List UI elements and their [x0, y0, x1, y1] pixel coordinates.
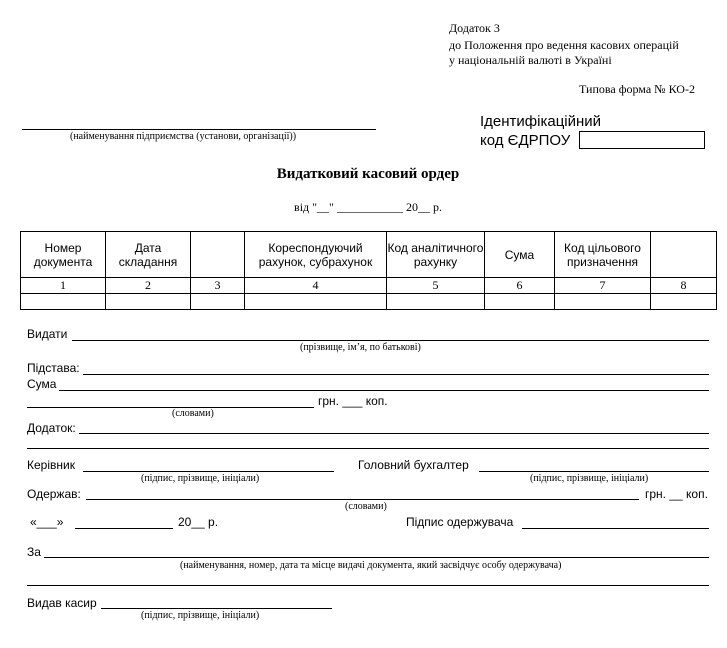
basis-line[interactable] [83, 374, 709, 375]
form-type: Типова форма № КО-2 [579, 82, 695, 96]
table-cell[interactable] [555, 294, 651, 310]
received-date-month-line[interactable] [75, 528, 173, 529]
cashier-signature-line[interactable] [101, 608, 332, 609]
header-col-8 [651, 232, 717, 278]
issue-line[interactable] [72, 340, 709, 341]
cashier-label: Видав касир [27, 596, 97, 610]
header-col-3 [191, 232, 245, 278]
order-table [20, 231, 717, 310]
recipient-signature-line[interactable] [522, 528, 709, 529]
attachment-line[interactable] [79, 433, 709, 434]
header-analytic-code: Код аналітичного рахунку [387, 232, 485, 278]
enterprise-caption: (найменування підприємства (установи, організації)) [70, 131, 297, 142]
table-row [21, 294, 717, 310]
table-cell[interactable] [21, 294, 106, 310]
by-document-line[interactable] [44, 557, 709, 558]
table-cell[interactable] [106, 294, 191, 310]
column-number: 1 [21, 278, 106, 294]
sum-words-line[interactable] [27, 407, 314, 408]
received-label: Одержав: [27, 487, 81, 501]
chief-accountant-signature-line[interactable] [479, 471, 709, 472]
received-date-year: 20__ р. [178, 515, 219, 529]
column-number: 8 [651, 278, 717, 294]
recipient-signature-label: Підпис одержувача [406, 515, 514, 529]
table-header-row [21, 232, 717, 278]
header-corresponding-account: Кореспондуючий рахунок, субрахунок [245, 232, 387, 278]
received-line[interactable] [86, 499, 639, 500]
table-cell[interactable] [485, 294, 555, 310]
attachment-label: Додаток: [27, 421, 76, 435]
attachment-line-2[interactable] [27, 448, 709, 449]
sum-label: Сума [27, 377, 57, 391]
column-number: 3 [191, 278, 245, 294]
column-number: 5 [387, 278, 485, 294]
basis-label: Підстава: [27, 361, 80, 375]
sum-line[interactable] [59, 390, 709, 391]
column-number: 4 [245, 278, 387, 294]
enterprise-name-line[interactable] [22, 129, 376, 130]
document-title: Видатковий касовий ордер [276, 166, 460, 182]
appendix-line-2: до Положення про ведення касових операцій [449, 38, 679, 52]
edrpou-label-line-2: код ЄДРПОУ [480, 132, 571, 149]
by-document-label: За [27, 545, 41, 559]
column-number: 2 [106, 278, 191, 294]
received-grn-kop: грн. __ коп. [645, 487, 708, 501]
appendix-line-3: у національній валюті в Україні [449, 53, 612, 67]
document-date-line: від "__" ___________ 20__ р. [294, 200, 442, 214]
table-number-row [21, 278, 717, 294]
head-label: Керівник [27, 458, 75, 472]
table-cell[interactable] [651, 294, 717, 310]
issue-label: Видати [27, 327, 68, 341]
table-cell[interactable] [387, 294, 485, 310]
by-document-line-2[interactable] [27, 585, 709, 586]
edrpou-label-line-1: Ідентифікаційний [480, 113, 602, 130]
table-cell[interactable] [245, 294, 387, 310]
by-document-caption: (найменування, номер, дата та місце видачі документа, який засвідчує особу одержувача) [180, 560, 562, 571]
cashier-caption: (підпис, прізвище, ініціали) [141, 610, 260, 621]
received-caption: (словами) [345, 501, 387, 512]
header-document-number: Номер документа [21, 232, 106, 278]
chief-accountant-label: Головний бухгалтер [358, 458, 469, 472]
header-date: Дата складання [106, 232, 191, 278]
received-date-day: «___» [30, 515, 64, 529]
sum-words-caption: (словами) [172, 408, 214, 419]
chief-accountant-caption: (підпис, прізвище, ініціали) [530, 473, 649, 484]
head-caption: (підпис, прізвище, ініціали) [141, 473, 260, 484]
column-number: 7 [555, 278, 651, 294]
column-number: 6 [485, 278, 555, 294]
header-sum: Сума [485, 232, 555, 278]
table-cell[interactable] [191, 294, 245, 310]
sum-grn-kop: грн. ___ коп. [318, 394, 388, 408]
edrpou-field[interactable] [579, 131, 705, 149]
issue-caption: (прізвище, ім’я, по батькові) [300, 342, 421, 353]
head-signature-line[interactable] [83, 471, 334, 472]
header-purpose-code: Код цільового призначення [555, 232, 651, 278]
appendix-line-1: Додаток 3 [449, 21, 500, 35]
